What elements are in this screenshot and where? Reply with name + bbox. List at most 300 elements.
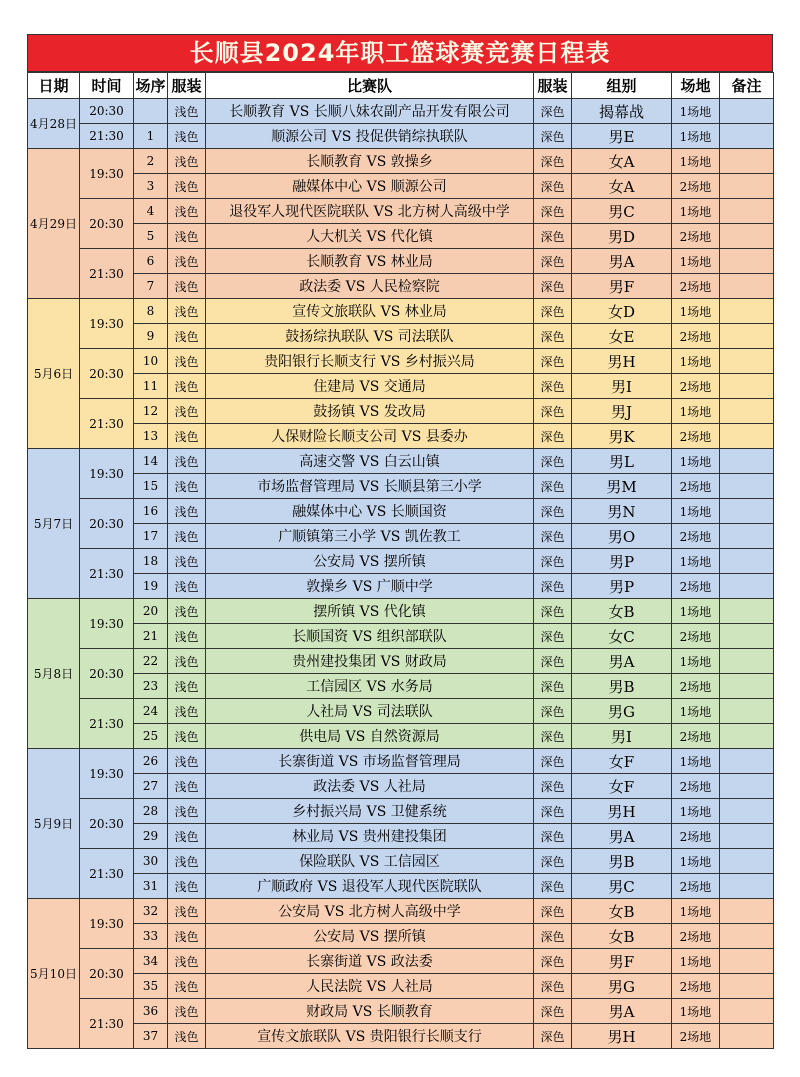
order-cell: 22 — [134, 649, 168, 674]
away-kit-cell: 深色 — [534, 574, 572, 599]
teams-cell: 人大机关 VS 代化镇 — [206, 224, 534, 249]
home-kit-cell: 浅色 — [168, 449, 206, 474]
group-cell: 男G — [572, 974, 672, 999]
note-cell — [720, 674, 774, 699]
away-kit-cell: 深色 — [534, 699, 572, 724]
teams-cell: 公安局 VS 摆所镇 — [206, 549, 534, 574]
group-cell: 男F — [572, 274, 672, 299]
group-cell: 男C — [572, 199, 672, 224]
order-cell: 21 — [134, 624, 168, 649]
venue-cell: 1场地 — [672, 299, 720, 324]
home-kit-cell: 浅色 — [168, 199, 206, 224]
time-cell: 21:30 — [80, 999, 134, 1049]
note-cell — [720, 99, 774, 124]
home-kit-cell: 浅色 — [168, 599, 206, 624]
away-kit-cell: 深色 — [534, 824, 572, 849]
venue-cell: 2场地 — [672, 574, 720, 599]
away-kit-cell: 深色 — [534, 849, 572, 874]
away-kit-cell: 深色 — [534, 924, 572, 949]
home-kit-cell: 浅色 — [168, 274, 206, 299]
teams-cell: 公安局 VS 摆所镇 — [206, 924, 534, 949]
venue-cell: 2场地 — [672, 524, 720, 549]
group-cell: 男A — [572, 999, 672, 1024]
group-cell: 男N — [572, 499, 672, 524]
venue-cell: 2场地 — [672, 824, 720, 849]
table-row — [28, 149, 774, 174]
venue-cell: 1场地 — [672, 899, 720, 924]
time-cell: 21:30 — [80, 399, 134, 449]
venue-cell: 1场地 — [672, 949, 720, 974]
venue-cell: 2场地 — [672, 374, 720, 399]
note-cell — [720, 549, 774, 574]
teams-cell: 财政局 VS 长顺教育 — [206, 999, 534, 1024]
group-cell: 男A — [572, 824, 672, 849]
header-group: 组别 — [572, 73, 672, 99]
away-kit-cell: 深色 — [534, 424, 572, 449]
venue-cell: 1场地 — [672, 349, 720, 374]
teams-cell: 高速交警 VS 白云山镇 — [206, 449, 534, 474]
home-kit-cell: 浅色 — [168, 749, 206, 774]
order-cell: 29 — [134, 824, 168, 849]
home-kit-cell: 浅色 — [168, 924, 206, 949]
home-kit-cell: 浅色 — [168, 324, 206, 349]
teams-cell: 敦操乡 VS 广顺中学 — [206, 574, 534, 599]
table-row — [28, 649, 774, 674]
venue-cell: 1场地 — [672, 549, 720, 574]
table-row — [28, 349, 774, 374]
away-kit-cell: 深色 — [534, 449, 572, 474]
home-kit-cell: 浅色 — [168, 849, 206, 874]
venue-cell: 2场地 — [672, 424, 720, 449]
table-row — [28, 999, 774, 1024]
venue-cell: 2场地 — [672, 174, 720, 199]
note-cell — [720, 374, 774, 399]
table-row — [28, 899, 774, 924]
home-kit-cell: 浅色 — [168, 999, 206, 1024]
group-cell: 男H — [572, 1024, 672, 1049]
away-kit-cell: 深色 — [534, 274, 572, 299]
table-row — [28, 974, 774, 999]
table-row — [28, 399, 774, 424]
group-cell: 女B — [572, 599, 672, 624]
note-cell — [720, 499, 774, 524]
table-row — [28, 849, 774, 874]
order-cell — [134, 99, 168, 124]
date-cell: 4月29日 — [28, 149, 80, 299]
venue-cell: 2场地 — [672, 674, 720, 699]
order-cell: 25 — [134, 724, 168, 749]
order-cell: 20 — [134, 599, 168, 624]
note-cell — [720, 874, 774, 899]
teams-cell: 长顺国资 VS 组织部联队 — [206, 624, 534, 649]
header-away-kit: 服装 — [534, 73, 572, 99]
table-row — [28, 924, 774, 949]
teams-cell: 供电局 VS 自然资源局 — [206, 724, 534, 749]
order-cell: 15 — [134, 474, 168, 499]
table-row — [28, 174, 774, 199]
order-cell: 33 — [134, 924, 168, 949]
time-cell: 20:30 — [80, 499, 134, 549]
away-kit-cell: 深色 — [534, 349, 572, 374]
venue-cell: 1场地 — [672, 499, 720, 524]
time-cell: 20:30 — [80, 799, 134, 849]
order-cell: 27 — [134, 774, 168, 799]
table-row — [28, 599, 774, 624]
table-row — [28, 474, 774, 499]
note-cell — [720, 574, 774, 599]
table-row — [28, 199, 774, 224]
teams-cell: 住建局 VS 交通局 — [206, 374, 534, 399]
away-kit-cell: 深色 — [534, 549, 572, 574]
teams-cell: 长寨街道 VS 市场监督管理局 — [206, 749, 534, 774]
teams-cell: 长寨街道 VS 政法委 — [206, 949, 534, 974]
teams-cell: 人社局 VS 司法联队 — [206, 699, 534, 724]
order-cell: 31 — [134, 874, 168, 899]
table-row — [28, 824, 774, 849]
date-cell: 5月10日 — [28, 899, 80, 1049]
note-cell — [720, 949, 774, 974]
note-cell — [720, 474, 774, 499]
teams-cell: 宣传文旅联队 VS 林业局 — [206, 299, 534, 324]
header-time: 时间 — [80, 73, 134, 99]
home-kit-cell: 浅色 — [168, 1024, 206, 1049]
teams-cell: 林业局 VS 贵州建投集团 — [206, 824, 534, 849]
group-cell: 男A — [572, 649, 672, 674]
time-cell: 20:30 — [80, 349, 134, 399]
group-cell: 男O — [572, 524, 672, 549]
teams-cell: 保险联队 VS 工信园区 — [206, 849, 534, 874]
note-cell — [720, 649, 774, 674]
date-cell: 5月7日 — [28, 449, 80, 599]
time-cell: 19:30 — [80, 899, 134, 949]
away-kit-cell: 深色 — [534, 799, 572, 824]
order-cell: 9 — [134, 324, 168, 349]
group-cell: 女E — [572, 324, 672, 349]
group-cell: 男M — [572, 474, 672, 499]
venue-cell: 2场地 — [672, 224, 720, 249]
order-cell: 28 — [134, 799, 168, 824]
venue-cell: 2场地 — [672, 474, 720, 499]
table-row — [28, 674, 774, 699]
order-cell: 10 — [134, 349, 168, 374]
home-kit-cell: 浅色 — [168, 499, 206, 524]
time-cell: 20:30 — [80, 199, 134, 249]
away-kit-cell: 深色 — [534, 199, 572, 224]
venue-cell: 2场地 — [672, 874, 720, 899]
note-cell — [720, 749, 774, 774]
table-row — [28, 774, 774, 799]
home-kit-cell: 浅色 — [168, 974, 206, 999]
table-row — [28, 524, 774, 549]
venue-cell: 1场地 — [672, 99, 720, 124]
date-cell: 5月6日 — [28, 299, 80, 449]
header-note: 备注 — [720, 73, 774, 99]
teams-cell: 工信园区 VS 水务局 — [206, 674, 534, 699]
header-venue: 场地 — [672, 73, 720, 99]
teams-cell: 长顺教育 VS 林业局 — [206, 249, 534, 274]
group-cell: 女F — [572, 774, 672, 799]
table-row — [28, 949, 774, 974]
group-cell: 女D — [572, 299, 672, 324]
teams-cell: 广顺镇第三小学 VS 凯佐教工 — [206, 524, 534, 549]
group-cell: 男I — [572, 374, 672, 399]
home-kit-cell: 浅色 — [168, 699, 206, 724]
venue-cell: 2场地 — [672, 924, 720, 949]
home-kit-cell: 浅色 — [168, 174, 206, 199]
table-row — [28, 224, 774, 249]
time-cell: 21:30 — [80, 849, 134, 899]
teams-cell: 长顺教育 VS 长顺八妹农副产品开发有限公司 — [206, 99, 534, 124]
order-cell: 34 — [134, 949, 168, 974]
date-cell: 4月28日 — [28, 99, 80, 149]
order-cell: 17 — [134, 524, 168, 549]
schedule-body — [28, 99, 774, 1049]
time-cell: 21:30 — [80, 249, 134, 299]
schedule-sheet — [27, 34, 773, 1049]
order-cell: 5 — [134, 224, 168, 249]
group-cell: 揭幕战 — [572, 99, 672, 124]
note-cell — [720, 299, 774, 324]
note-cell — [720, 1024, 774, 1049]
home-kit-cell: 浅色 — [168, 124, 206, 149]
header-date: 日期 — [28, 73, 80, 99]
note-cell — [720, 824, 774, 849]
home-kit-cell: 浅色 — [168, 399, 206, 424]
time-cell: 19:30 — [80, 749, 134, 799]
table-row — [28, 424, 774, 449]
teams-cell: 融媒体中心 VS 长顺国资 — [206, 499, 534, 524]
group-cell: 男A — [572, 249, 672, 274]
note-cell — [720, 349, 774, 374]
home-kit-cell: 浅色 — [168, 899, 206, 924]
order-cell: 36 — [134, 999, 168, 1024]
order-cell: 14 — [134, 449, 168, 474]
away-kit-cell: 深色 — [534, 174, 572, 199]
group-cell: 男L — [572, 449, 672, 474]
home-kit-cell: 浅色 — [168, 649, 206, 674]
teams-cell: 贵州建投集团 VS 财政局 — [206, 649, 534, 674]
schedule-title: 长顺县2024年职工篮球赛竞赛日程表 — [27, 34, 773, 72]
group-cell: 男B — [572, 849, 672, 874]
note-cell — [720, 724, 774, 749]
group-cell: 女F — [572, 749, 672, 774]
home-kit-cell: 浅色 — [168, 99, 206, 124]
order-cell: 37 — [134, 1024, 168, 1049]
header-order: 场序 — [134, 73, 168, 99]
order-cell: 23 — [134, 674, 168, 699]
away-kit-cell: 深色 — [534, 974, 572, 999]
away-kit-cell: 深色 — [534, 599, 572, 624]
away-kit-cell: 深色 — [534, 724, 572, 749]
time-cell: 19:30 — [80, 149, 134, 199]
away-kit-cell: 深色 — [534, 374, 572, 399]
away-kit-cell: 深色 — [534, 124, 572, 149]
note-cell — [720, 849, 774, 874]
table-row — [28, 624, 774, 649]
venue-cell: 1场地 — [672, 999, 720, 1024]
venue-cell: 1场地 — [672, 749, 720, 774]
home-kit-cell: 浅色 — [168, 799, 206, 824]
time-cell: 19:30 — [80, 299, 134, 349]
away-kit-cell: 深色 — [534, 149, 572, 174]
teams-cell: 公安局 VS 北方树人高级中学 — [206, 899, 534, 924]
venue-cell: 2场地 — [672, 624, 720, 649]
home-kit-cell: 浅色 — [168, 724, 206, 749]
order-cell: 24 — [134, 699, 168, 724]
note-cell — [720, 399, 774, 424]
venue-cell: 1场地 — [672, 149, 720, 174]
order-cell: 11 — [134, 374, 168, 399]
group-cell: 男I — [572, 724, 672, 749]
table-row — [28, 1024, 774, 1049]
group-cell: 男F — [572, 949, 672, 974]
note-cell — [720, 624, 774, 649]
note-cell — [720, 924, 774, 949]
group-cell: 女B — [572, 899, 672, 924]
venue-cell: 2场地 — [672, 974, 720, 999]
group-cell: 男K — [572, 424, 672, 449]
order-cell: 16 — [134, 499, 168, 524]
teams-cell: 广顺政府 VS 退役军人现代医院联队 — [206, 874, 534, 899]
teams-cell: 乡村振兴局 VS 卫健系统 — [206, 799, 534, 824]
order-cell: 4 — [134, 199, 168, 224]
venue-cell: 2场地 — [672, 1024, 720, 1049]
table-row — [28, 249, 774, 274]
table-row — [28, 749, 774, 774]
away-kit-cell: 深色 — [534, 1024, 572, 1049]
table-row — [28, 374, 774, 399]
group-cell: 女C — [572, 624, 672, 649]
home-kit-cell: 浅色 — [168, 349, 206, 374]
teams-cell: 政法委 VS 人社局 — [206, 774, 534, 799]
time-cell: 21:30 — [80, 124, 134, 149]
home-kit-cell: 浅色 — [168, 149, 206, 174]
teams-cell: 人保财险长顺支公司 VS 县委办 — [206, 424, 534, 449]
table-row — [28, 724, 774, 749]
teams-cell: 贵阳银行长顺支行 VS 乡村振兴局 — [206, 349, 534, 374]
note-cell — [720, 974, 774, 999]
note-cell — [720, 599, 774, 624]
table-row — [28, 799, 774, 824]
away-kit-cell: 深色 — [534, 649, 572, 674]
note-cell — [720, 249, 774, 274]
time-cell: 21:30 — [80, 699, 134, 749]
home-kit-cell: 浅色 — [168, 474, 206, 499]
home-kit-cell: 浅色 — [168, 249, 206, 274]
group-cell: 男H — [572, 349, 672, 374]
venue-cell: 1场地 — [672, 849, 720, 874]
home-kit-cell: 浅色 — [168, 674, 206, 699]
away-kit-cell: 深色 — [534, 749, 572, 774]
note-cell — [720, 124, 774, 149]
teams-cell: 摆所镇 VS 代化镇 — [206, 599, 534, 624]
venue-cell: 1场地 — [672, 399, 720, 424]
note-cell — [720, 449, 774, 474]
away-kit-cell: 深色 — [534, 249, 572, 274]
teams-cell: 鼓扬综执联队 VS 司法联队 — [206, 324, 534, 349]
teams-cell: 宣传文旅联队 VS 贵阳银行长顺支行 — [206, 1024, 534, 1049]
schedule-table — [27, 72, 774, 1049]
order-cell: 13 — [134, 424, 168, 449]
group-cell: 男D — [572, 224, 672, 249]
venue-cell: 1场地 — [672, 599, 720, 624]
away-kit-cell: 深色 — [534, 524, 572, 549]
home-kit-cell: 浅色 — [168, 949, 206, 974]
group-cell: 男J — [572, 399, 672, 424]
venue-cell: 1场地 — [672, 449, 720, 474]
away-kit-cell: 深色 — [534, 499, 572, 524]
table-row — [28, 499, 774, 524]
teams-cell: 鼓扬镇 VS 发改局 — [206, 399, 534, 424]
date-cell: 5月8日 — [28, 599, 80, 749]
note-cell — [720, 324, 774, 349]
venue-cell: 1场地 — [672, 649, 720, 674]
away-kit-cell: 深色 — [534, 674, 572, 699]
time-cell: 20:30 — [80, 99, 134, 124]
home-kit-cell: 浅色 — [168, 424, 206, 449]
away-kit-cell: 深色 — [534, 774, 572, 799]
home-kit-cell: 浅色 — [168, 524, 206, 549]
group-cell: 男C — [572, 874, 672, 899]
home-kit-cell: 浅色 — [168, 874, 206, 899]
venue-cell: 1场地 — [672, 124, 720, 149]
teams-cell: 融媒体中心 VS 顺源公司 — [206, 174, 534, 199]
order-cell: 2 — [134, 149, 168, 174]
home-kit-cell: 浅色 — [168, 549, 206, 574]
teams-cell: 市场监督管理局 VS 长顺县第三小学 — [206, 474, 534, 499]
table-row — [28, 299, 774, 324]
away-kit-cell: 深色 — [534, 474, 572, 499]
home-kit-cell: 浅色 — [168, 624, 206, 649]
home-kit-cell: 浅色 — [168, 299, 206, 324]
teams-cell: 政法委 VS 人民检察院 — [206, 274, 534, 299]
group-cell: 女A — [572, 174, 672, 199]
away-kit-cell: 深色 — [534, 399, 572, 424]
order-cell: 3 — [134, 174, 168, 199]
home-kit-cell: 浅色 — [168, 224, 206, 249]
venue-cell: 2场地 — [672, 724, 720, 749]
group-cell: 男B — [572, 674, 672, 699]
teams-cell: 顺源公司 VS 投促供销综执联队 — [206, 124, 534, 149]
away-kit-cell: 深色 — [534, 224, 572, 249]
group-cell: 男P — [572, 574, 672, 599]
away-kit-cell: 深色 — [534, 624, 572, 649]
venue-cell: 2场地 — [672, 324, 720, 349]
table-row — [28, 874, 774, 899]
note-cell — [720, 149, 774, 174]
away-kit-cell: 深色 — [534, 999, 572, 1024]
table-row — [28, 324, 774, 349]
order-cell: 19 — [134, 574, 168, 599]
order-cell: 18 — [134, 549, 168, 574]
time-cell: 19:30 — [80, 449, 134, 499]
order-cell: 1 — [134, 124, 168, 149]
note-cell — [720, 424, 774, 449]
note-cell — [720, 274, 774, 299]
venue-cell: 1场地 — [672, 799, 720, 824]
time-cell: 19:30 — [80, 599, 134, 649]
order-cell: 8 — [134, 299, 168, 324]
venue-cell: 1场地 — [672, 199, 720, 224]
order-cell: 30 — [134, 849, 168, 874]
note-cell — [720, 699, 774, 724]
away-kit-cell: 深色 — [534, 324, 572, 349]
order-cell: 7 — [134, 274, 168, 299]
header-home-kit: 服装 — [168, 73, 206, 99]
venue-cell: 2场地 — [672, 274, 720, 299]
order-cell: 6 — [134, 249, 168, 274]
group-cell: 男E — [572, 124, 672, 149]
